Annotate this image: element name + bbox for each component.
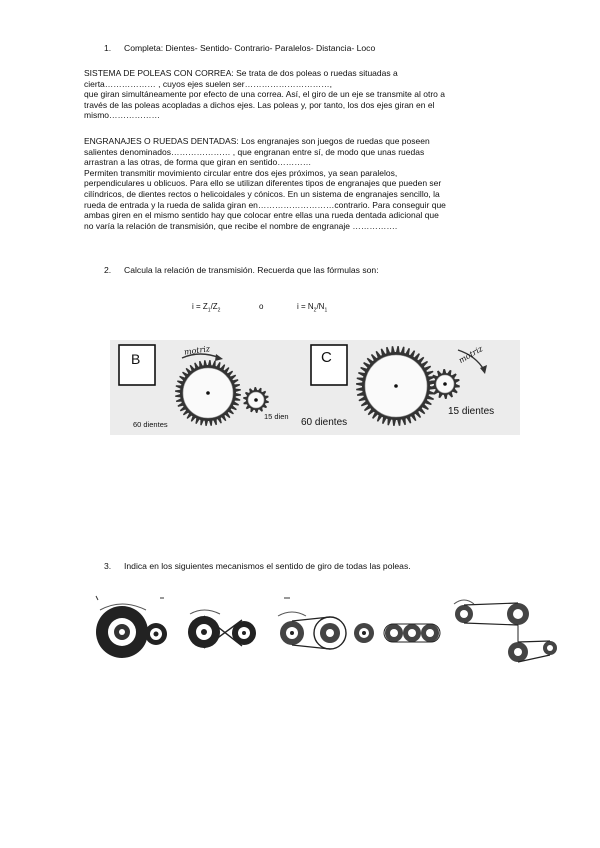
engranajes-line: no varía la relación de transmisión, que recibe el nombre de engranaje ……………. <box>84 220 398 231</box>
mechanism-1 <box>96 596 167 658</box>
poleas-line: mismo……………… <box>84 110 161 121</box>
formula-relacion-velocidad <box>297 302 327 316</box>
engranajes-line: Permiten transmitir movimiento circular entre dos ejes próximos, ya sean paralelos, <box>84 167 398 178</box>
formula1-sub2: 2 <box>217 307 221 314</box>
q2-prompt: Calcula la relación de transmisión. Recuerda que las fórmulas son: <box>124 265 379 275</box>
formula-or: o <box>259 302 264 311</box>
poleas-paragraph <box>84 68 524 121</box>
mechanism-5 <box>454 600 557 662</box>
poleas-line: que giran simultáneamente por efecto de una correa. Así, el giro de un eje se transmite al otro a <box>84 89 445 100</box>
formula2-sub2: 1 <box>324 307 328 314</box>
engranajes-line: arrastran a las otras, de forma que giran en sentido………… <box>84 157 312 168</box>
engranajes-line: ambas giren en el mismo sentido hay que colocar entre ellas una rueda dentada adicional que <box>84 210 439 221</box>
engranajes-line: rueda de entrada y la rueda de salida giran en………………………contrario. Para conseguir que <box>84 199 446 210</box>
figure-c-small-teeth: 15 dientes <box>448 406 495 417</box>
figure-c-motriz: motriz <box>457 344 485 366</box>
figure-c-big-teeth: 60 dientes <box>301 417 348 428</box>
formula1-text: i = Z <box>192 302 208 311</box>
formula1-sub1: 1 <box>207 307 211 314</box>
gear-c-big <box>356 346 436 426</box>
formula2-text: i = N <box>297 302 314 311</box>
figure-b-small-teeth: 15 dien <box>264 412 289 421</box>
pulley-mechanisms-row <box>92 594 532 674</box>
q1-prompt: Completa: Dientes- Sentido- Contrario- Paralelos- Distancia- Loco <box>124 43 376 53</box>
formula1-mid: /Z <box>210 302 218 311</box>
formula2-sub1: 2 <box>313 307 317 314</box>
formula2-mid: /N <box>316 302 325 311</box>
poleas-line: través de las poleas acopladas a dichos ejes. Las poleas y, por tanto, los dos ejes giran en el <box>84 99 435 110</box>
engranajes-line: ENGRANAJES O RUEDAS DENTADAS: Los engranajes son juegos de ruedas que poseen <box>84 136 430 146</box>
engranajes-line: salientes denominados………………… , que engranan entre sí, de modo que unas ruedas <box>84 146 425 157</box>
mechanism-2 <box>188 610 256 648</box>
engranajes-line: cilíndricos, de dientes rectos o helicoidales y cónicos. En un sistema de engranajes sencillo, la <box>84 188 440 199</box>
formula-relacion-dientes <box>192 302 220 316</box>
q1-number: 1. <box>104 43 112 53</box>
engranajes-line: perpendiculares u oblicuos. Para ello se utilizan diferentes tipos de engranajes que pueden ser <box>84 178 442 189</box>
figure-c-label: C <box>321 349 332 366</box>
figure-b-label: B <box>131 351 141 367</box>
engranajes-paragraph <box>84 136 524 231</box>
q2-number: 2. <box>104 265 112 275</box>
poleas-line: cierta……………… , cuyos ejes suelen ser…………………………, <box>84 78 332 89</box>
mechanism-3 <box>278 598 374 649</box>
poleas-line: SISTEMA DE POLEAS CON CORREA: Se trata de dos poleas o ruedas situadas a <box>84 68 398 78</box>
q3-number: 3. <box>104 561 112 571</box>
figure-b-big-teeth: 60 dientes <box>133 420 168 429</box>
mechanism-4 <box>384 624 440 642</box>
figure-b-motriz: motriz <box>183 344 211 357</box>
q3-prompt: Indica en los siguientes mecanismos el sentido de giro de todas las poleas. <box>124 561 411 571</box>
